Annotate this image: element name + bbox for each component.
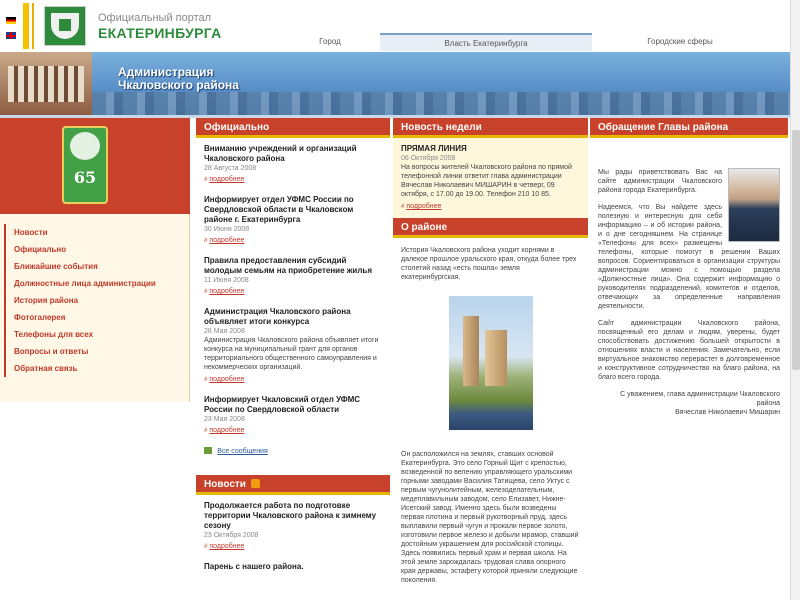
- official-item-text: Администрация Чкаловского района объявляет итоги конкурса на муниципальный грант для органов территориального общественного самоуправления и некоммерческих организаций.: [204, 337, 379, 371]
- nav-tab-city-spheres[interactable]: Городские сферы: [647, 37, 713, 46]
- head-portrait: [728, 168, 780, 242]
- all-messages-link[interactable]: Все сообщения: [217, 448, 268, 455]
- sidebar-item-phones[interactable]: Телефоны для всех: [4, 326, 184, 343]
- official-item-date: 28 Августа 2008: [204, 165, 257, 172]
- official-item-date: 23 Мая 2008: [204, 416, 245, 423]
- appeal-column: [590, 118, 788, 600]
- official-item-title[interactable]: Информирует Чкаловский отдел УФМС России по Свердловской области: [204, 395, 361, 414]
- sidebar-item-faq[interactable]: Вопросы и ответы: [4, 343, 184, 360]
- appeal-signature-2: Вячеслав Николаевич Мишарин: [675, 409, 780, 416]
- news-item: [204, 562, 382, 572]
- news-item-title[interactable]: Парень с нашего района.: [204, 562, 304, 571]
- more-link[interactable]: # подробнее: [204, 237, 244, 244]
- official-item-title[interactable]: Правила предоставления субсидий молодым семьям на приобретение жилья: [204, 256, 372, 275]
- about-heading[interactable]: О районе: [393, 218, 588, 238]
- emblem-panel: [0, 118, 190, 214]
- vertical-scrollbar[interactable]: [790, 0, 800, 600]
- news-heading: [196, 475, 390, 495]
- more-link[interactable]: # подробнее: [204, 176, 244, 183]
- official-item: [204, 395, 382, 434]
- middle-column: [393, 118, 588, 600]
- district-photo: [449, 296, 533, 430]
- week-news-box: [393, 138, 588, 218]
- portal-title[interactable]: Официальный портал: [98, 12, 212, 24]
- sidebar-item-officials[interactable]: Должностные лица администрации: [4, 275, 184, 292]
- official-item: [204, 256, 382, 295]
- sidebar-item-feedback[interactable]: Обратная связь: [4, 360, 184, 377]
- banner-title: [118, 66, 239, 92]
- decor-stripe-thin: [32, 3, 34, 49]
- more-link[interactable]: # подробнее: [204, 288, 244, 295]
- official-item-date: 28 Мая 2008: [204, 328, 245, 335]
- top-navigation: [180, 33, 780, 51]
- official-item-date: 30 Июня 2008: [204, 226, 250, 233]
- official-item: [204, 144, 382, 183]
- more-link[interactable]: # подробнее: [204, 427, 244, 434]
- official-item-title[interactable]: Администрация Чкаловского района объявляет итоги конкурса: [204, 307, 351, 326]
- left-sidebar: [0, 118, 190, 402]
- news-item-title[interactable]: Продолжается работа по подготовке территории Чкаловского района к зимнему сезону: [204, 501, 377, 530]
- appeal-paragraph-1: Мы рады приветствовать Вас на сайте администрации Чкаловского района города Екатеринбурга.: [598, 169, 722, 194]
- news-item: [204, 501, 382, 550]
- official-heading[interactable]: Официально: [196, 118, 390, 138]
- nav-tab-authority[interactable]: Власть Екатеринбурга: [380, 33, 592, 51]
- week-news-heading[interactable]: Новость недели: [393, 118, 588, 138]
- banner-title-line2: Чкаловского района: [118, 78, 239, 92]
- archive-icon: [204, 447, 212, 454]
- more-link[interactable]: # подробнее: [204, 376, 244, 383]
- rss-icon[interactable]: [251, 479, 260, 488]
- week-news-text: На вопросы жителей Чкаловского района по прямой телефонной линии ответит глава администрации Вячеслав Николаевич МИШАРИН в четверг, 09 октября, с 17.00 до 19.00. Телефон 210 10 85.: [401, 164, 572, 198]
- banner-title-line1: Администрация: [118, 65, 214, 79]
- sidebar-item-gallery[interactable]: Фотогалерея: [4, 309, 184, 326]
- sidebar-item-history[interactable]: История района: [4, 292, 184, 309]
- more-link[interactable]: # подробнее: [401, 203, 441, 210]
- all-messages-row: [204, 446, 382, 455]
- district-anniversary-emblem: [62, 126, 108, 204]
- week-news-title[interactable]: ПРЯМАЯ ЛИНИЯ: [401, 144, 467, 153]
- decor-stripe: [23, 3, 29, 49]
- about-body: Он расположился на землях, ставших основой Екатеринбурга. Это село Горный Щит с крепостью, возведенной по велению управляющего уральскими горными заводами Василия Татищева, село Уктус с первым чугунолитейным, железоделательным, медеплавильным заводом, село Елизавет, Нижне-Исетский завод. Именно здесь были возведены первая плотина и первый рукотворный пруд, здесь выплавили первый чугун и прокали первое золото, изготовили первое железо и добыли мрамор, ставший достойным украшением для российской столицы. Здесь появились первый храм и первая школа. На этой земле зарождалась трудовая слава опорного края державы, эстафету которой приняли следующие поколения.: [401, 451, 579, 584]
- german-flag-icon[interactable]: [6, 17, 16, 24]
- building-photo: [0, 52, 92, 118]
- nav-tab-city[interactable]: Город: [319, 37, 341, 46]
- official-item-title[interactable]: Вниманию учреждений и организаций Чкаловского района: [204, 144, 357, 163]
- official-column: [196, 118, 390, 600]
- sidebar-item-news[interactable]: Новости: [4, 224, 184, 241]
- district-banner: [0, 52, 800, 118]
- appeal-heading[interactable]: Обращение Главы района: [590, 118, 788, 138]
- week-news-date: 06 Октября 2008: [401, 155, 456, 162]
- official-item: [204, 307, 382, 383]
- portal-city-name[interactable]: ЕКАТЕРИНБУРГА: [98, 25, 222, 41]
- english-flag-icon[interactable]: [6, 32, 16, 39]
- appeal-signature-1: С уважением, глава администрации Чкаловского района: [620, 391, 780, 407]
- news-item-date: 23 Октября 2008: [204, 532, 259, 539]
- appeal-paragraph-2: Надеемся, что Вы найдете здесь полезную и интересную для себя информацию – и об истории района, и о дне сегодняшнем. На странице «Телефоны для всех» размещены телефоны, которые помогут в решении Ваших вопросов. Сориентироваться в организации структуры администрации можно с помощью раздела «Должностные лица». Она содержит информацию о руководителях подразделений, комитетов и отделов, отвечающих за определенные направления деятельности.: [598, 204, 780, 310]
- site-header: [0, 0, 800, 52]
- news-heading-label[interactable]: Новости: [204, 479, 246, 490]
- official-item: [204, 195, 382, 244]
- city-crest-logo[interactable]: [44, 6, 86, 46]
- official-item-date: 11 Июня 2008: [204, 277, 249, 284]
- appeal-paragraph-3: Сайт администрации Чкаловского района, посвященный его делам и людям, уверены, будет способствовать достижению большей открытости в отношениях власти и населения. Замечательно, если виртуальное знакомство перерастет в долговременное и конструктивное сотрудничество на благо района, на благо всего города.: [598, 320, 780, 381]
- sidebar-item-events[interactable]: Ближайшие события: [4, 258, 184, 275]
- official-item-title[interactable]: Информирует отдел УФМС России по Свердловской области в Чкаловском районе г. Екатеринбурга: [204, 195, 354, 224]
- sidebar-menu: [4, 224, 184, 377]
- scrollbar-thumb[interactable]: [792, 130, 800, 370]
- more-link[interactable]: # подробнее: [204, 543, 244, 550]
- sidebar-item-official[interactable]: Официально: [4, 241, 184, 258]
- emblem-year: 65: [73, 168, 97, 187]
- about-intro: История Чкаловского района уходит корнями в далекое прошлое уральского края, откуда более трех столетий назад «есть пошла» земля екатеринбургская.: [401, 247, 577, 281]
